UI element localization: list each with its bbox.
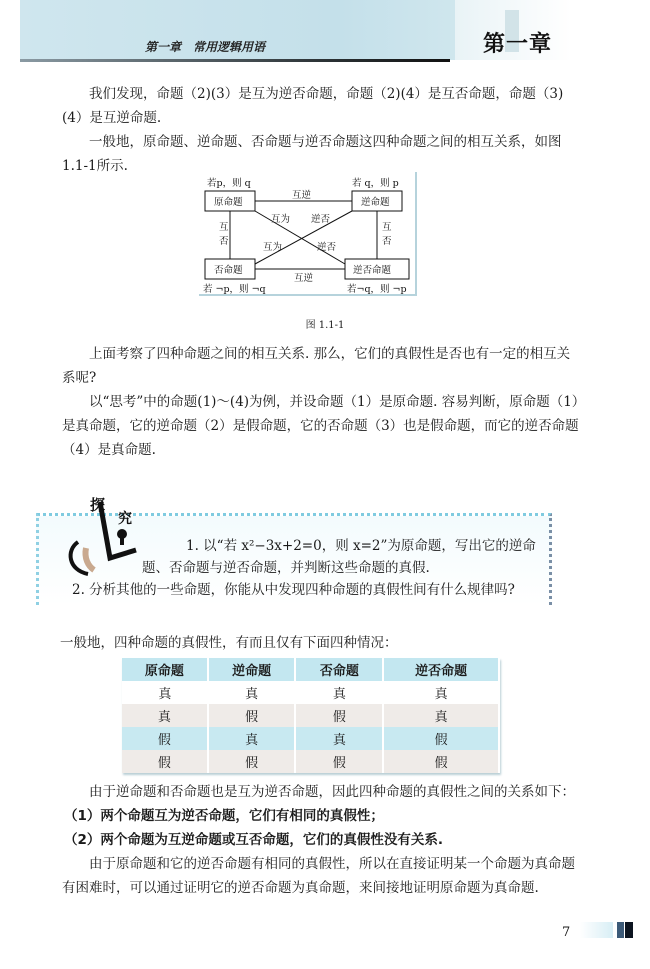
edge-diag-label-b2: 互为 [263,242,283,253]
table-cell: 真 [383,704,499,727]
paragraph-6: 由于逆命题和否命题也是互为逆否命题，因此四种命题的真假性之间的关系如下： [89,784,575,800]
thumb-tab-mark [625,922,633,938]
paragraph-3: 上面考察了四种命题之间的相互关系. 那么，它们的真假性是否也有一定的相互关系呢? [62,346,571,386]
table-cell: 真 [295,727,383,750]
table-cell: 假 [122,727,208,750]
chapter-label: 第一章 [483,32,553,57]
table-cell: 真 [122,704,208,727]
explore-question-1-line-1: 1. 以“若 x²−3x+2=0，则 x=2”为原命题，写出它的逆命 [186,538,536,554]
column-header: 逆否命题 [383,658,499,681]
node-converse: 逆命题 [361,197,390,208]
figure-four-propositions [199,172,417,296]
paragraph-2: 一般地，原命题、逆命题、否命题与逆否命题这四种命题之间的相互关系，如图1.1-1所示. [62,134,562,174]
paragraph-4: 以“思考”中的命题(1)～(4)为例，并设命题（1）是原命题. 容易判断，原命题（1）是真命题，它的逆命题（2）是假命题，它的否命题（3）也是假命题，而它的逆否命题（4）是真命题. [62,394,579,458]
edge-diag-label-a2: 逆否 [317,242,337,253]
edge-bottom-label: 互逆 [294,273,314,284]
explore-question-2: 2. 分析其他的一些命题，你能从中发现四种命题的真假性间有什么规律吗? [72,582,515,598]
table-row [122,681,499,704]
table-row [122,750,499,773]
edge-left-label-2: 否 [219,236,229,247]
paragraph-1: 我们发现，命题（2)(3）是互为逆否命题，命题（2)(4）是互否命题，命题（3)(4）是互逆命题. [62,86,564,126]
edge-left-label-1: 互 [219,222,229,233]
column-header: 逆命题 [208,658,296,681]
edge-diag-label-b1: 逆否 [311,214,331,225]
paragraph-7: 由于原命题和它的逆否命题有相同的真假性，所以在直接证明某一个命题为真命题有困难时，可以通过证明它的逆否命题为真命题，来间接地证明原命题为真命题. [62,856,575,896]
table-cell: 假 [295,704,383,727]
explore-question-1-line-2: 题、否命题与逆否命题，并判断这些命题的真假. [142,560,430,576]
running-title: 第一章 常用逻辑用语 [145,40,266,54]
node-inverse: 否命题 [214,265,243,276]
table-row [122,727,499,750]
form-original: 若p，则 q [207,178,251,189]
table-cell: 真 [295,681,383,704]
column-header: 否命题 [295,658,383,681]
edge-diag-label-a1: 互为 [271,214,291,225]
form-converse: 若 q，则 p [352,178,399,189]
node-original: 原命题 [214,197,243,208]
column-header: 原命题 [122,658,208,681]
explore-icon [60,490,150,580]
rule-2: （2）两个命题为互逆命题或互否命题，它们的真假性没有关系. [64,832,444,848]
explore-char-1: 探 [90,496,106,514]
header-rule [20,59,450,62]
form-inverse: 若 ¬p，则 ¬q [203,284,266,295]
page-number: 7 [562,925,571,940]
table-header-row [122,658,499,681]
table-cell: 假 [383,750,499,773]
form-contrapositive: 若¬q，则 ¬p [347,284,407,295]
rule-1: （1）两个命题互为逆否命题，它们有相同的真假性； [64,808,384,824]
table-cell: 假 [208,704,296,727]
table-cell: 假 [208,750,296,773]
edge-top-label: 互逆 [292,190,312,201]
table-cell: 假 [383,727,499,750]
table-cell: 真 [122,681,208,704]
thumb-tab-mark [617,922,624,938]
node-contrapositive: 逆否命题 [353,265,392,276]
table-cell: 假 [295,750,383,773]
edge-right-label-1: 互 [382,222,392,233]
table-cell: 真 [208,727,296,750]
paragraph-5: 一般地，四种命题的真假性，有而且仅有下面四种情况： [60,635,398,651]
edge-right-label-2: 否 [382,236,392,247]
table-cell: 真 [208,681,296,704]
table-cell: 假 [122,750,208,773]
figure-caption: 图 1.1-1 [305,320,345,331]
table-row [122,704,499,727]
explore-char-2: 究 [118,511,132,527]
truth-table [122,658,500,773]
table-cell: 真 [383,681,499,704]
